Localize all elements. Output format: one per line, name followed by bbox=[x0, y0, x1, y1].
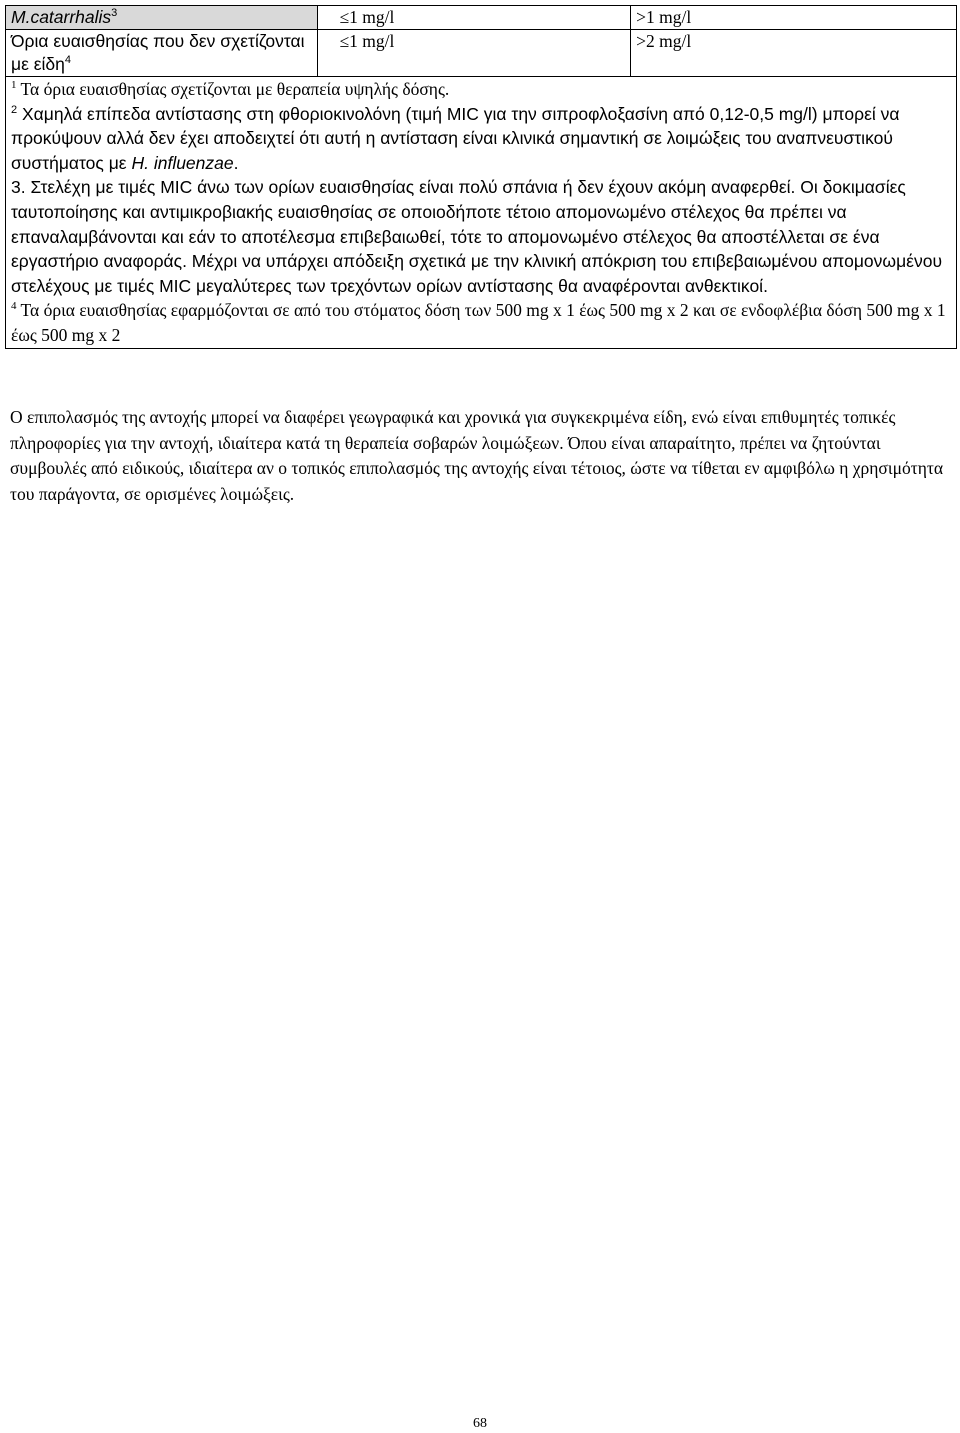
table-row bbox=[6, 30, 957, 77]
breakpoints-table-container bbox=[5, 5, 957, 349]
organism-name: M.catarrhalis bbox=[11, 7, 112, 27]
footnote-marker: 1 bbox=[11, 79, 17, 92]
footnote-4 bbox=[11, 298, 951, 347]
table-row bbox=[6, 6, 957, 30]
breakpoints-table bbox=[5, 5, 957, 349]
footnote-1 bbox=[11, 77, 951, 102]
organism-cell bbox=[6, 30, 318, 77]
footnote-text: Τα όρια ευαισθησίας εφαρμόζονται σε από του στόματος δόση των 500 mg x 1 έως 500 mg x 2 και σε ενδοφλέβια δόση 500 mg x 1 έως 500 mg x 2 bbox=[11, 300, 946, 345]
resistant-cell: >1 mg/l bbox=[631, 6, 957, 30]
susceptible-cell: ≤1 mg/l bbox=[317, 30, 631, 77]
footnote-after: . bbox=[233, 152, 239, 173]
footnote-ref: 3 bbox=[111, 7, 118, 20]
footnote-3 bbox=[11, 175, 951, 298]
organism-cell bbox=[6, 6, 318, 30]
resistance-prevalence-paragraph: Ο επιπολασμός της αντοχής μπορεί να διαφέρει γεωγραφικά και χρονικά για συγκεκριμένα είδη, ενώ είναι επιθυμητές τοπικές πληροφορίες για την αντοχή, ιδιαίτερα κατά τη θεραπεία σοβαρών λοιμώξεων. Όπου είναι απαραίτητο, πρέπει να ζητούνται συμβουλές από ειδικούς, ιδιαίτερα αν ο τοπικός επιπολασμός της αντοχής είναι τέτοιος, ώστε να τίθεται εν αμφιβόλω η χρησιμότητα του παράγοντα, σε ορισμένες λοιμώξεις. bbox=[10, 407, 944, 504]
footnote-text: Τα όρια ευαισθησίας σχετίζονται με θεραπεία υψηλής δόσης. bbox=[16, 79, 450, 99]
footnote-italic: H. influenzae bbox=[131, 152, 234, 173]
footnote-marker: 2 bbox=[11, 103, 18, 116]
footnotes-cell bbox=[6, 77, 957, 349]
footnote-2 bbox=[11, 102, 951, 176]
footnote-marker: 4 bbox=[11, 300, 17, 313]
footnote-marker: 3. bbox=[11, 177, 26, 198]
footnote-text: Χαμηλά επίπεδα αντίστασης στη φθοριοκινολόνη (τιμή MIC για την σιπροφλοξασίνη από 0,12-0,5 mg/l) μπορεί να προκύψουν αλλά δεν έχει αποδειχτεί ότι αυτή η αντίσταση είναι κλινικά σημαντική σε λοιμώξεις του αναπνευστικού συστήματος με bbox=[11, 103, 900, 173]
resistant-cell: >2 mg/l bbox=[631, 30, 957, 77]
footnote-text: Στελέχη με τιμές MIC άνω των ορίων ευαισθησίας είναι πολύ σπάνια ή δεν έχουν ακόμη αναφερθεί. Οι δοκιμασίες ταυτοποίησης και αντιμικροβιακής ευαισθησίας σε οποιοδήποτε τέτοιο απομονωμένο στέλεχος θα πρέπει να επαναλαμβάνονται και εάν το αποτέλεσμα επιβεβαιωθεί, τότε το απομονωμένο στέλεχος θα αποστέλλεται σε ένα εργαστήριο αναφοράς. Μέχρι να υπάρχει απόδειξη σχετικά με την κλινική απόκριση του επιβεβαιωμένου απομονωμένου στελέχους με τιμές MIC μεγαλύτερες των τρεχόντων ορίων αντίστασης θα αναφέρονται ανθεκτικοί. bbox=[11, 177, 943, 296]
page-number: 68 bbox=[473, 1416, 487, 1431]
organism-name: Όρια ευαισθησίας που δεν σχετίζονται με είδη bbox=[11, 31, 305, 74]
footnotes-row bbox=[6, 77, 957, 349]
susceptible-cell: ≤1 mg/l bbox=[317, 6, 631, 30]
footnote-ref: 4 bbox=[64, 54, 72, 67]
